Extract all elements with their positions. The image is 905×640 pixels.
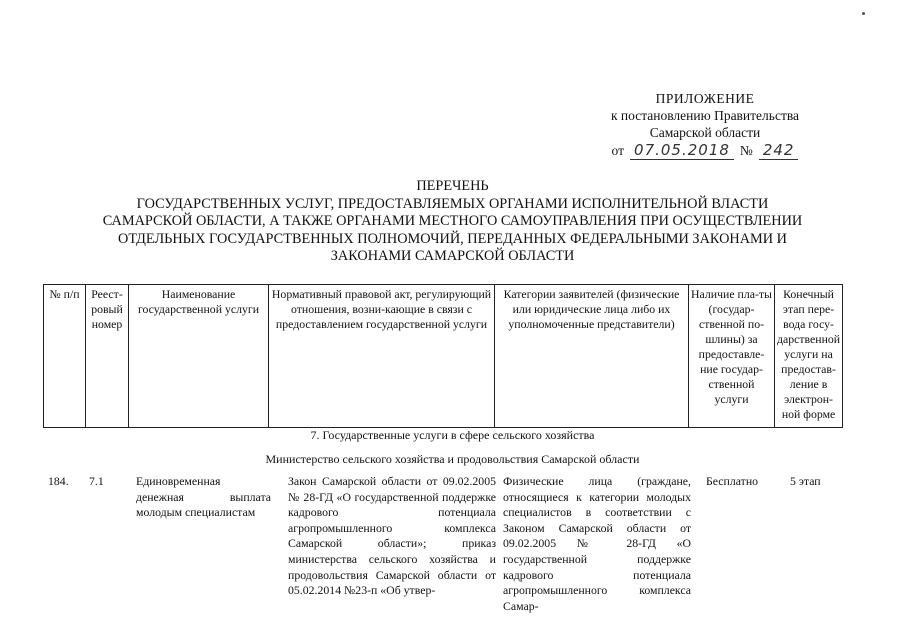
row-stage: 5 этап — [790, 474, 821, 488]
title-line-1: ПЕРЕЧЕНЬ — [416, 178, 489, 194]
appendix-line-2: к постановлению Правительства — [610, 108, 800, 123]
header-col-registry: Реест-ровый номер — [86, 285, 129, 428]
appendix-block — [590, 90, 820, 160]
header-col-fee: Наличие пла-ты (государ-ственной по-шлины) за предоставле-ние государ-ственной услуги — [689, 285, 775, 428]
header-col-number: № п/п — [44, 285, 86, 428]
header-col-service: Наименование государственной услуги — [129, 285, 269, 428]
row-legal-act: Закон Самарской области от 09.02.2005 № 28-ГД «О государственной поддержке кадрового потенциала агропромышленного комплекса Самарской области»; приказ министерства сельского хозяйства и продовольствия Самарской области от 05.02.2014 №23-п «Об утвер- — [288, 474, 496, 598]
appendix-title: ПРИЛОЖЕНИЕ — [655, 91, 755, 106]
appendix-date-line — [590, 142, 820, 160]
title-line-5: ЗАКОНАМИ САМАРСКОЙ ОБЛАСТИ — [330, 248, 575, 264]
document-title — [40, 178, 865, 266]
header-col-applicants: Категории заявителей (физические или юридические лица либо их уполномоченные представители) — [495, 285, 689, 428]
date-prefix: от — [611, 143, 625, 158]
row-fee: Бесплатно — [706, 474, 759, 488]
row-registry-number: 7.1 — [89, 474, 104, 488]
handwritten-number: 242 — [759, 142, 799, 160]
services-table-header — [43, 284, 843, 428]
handwritten-date: 07.05.2018 — [630, 142, 734, 160]
appendix-line-3: Самарской области — [649, 125, 761, 140]
scan-dot — [862, 12, 865, 15]
row-number: 184. — [48, 474, 69, 488]
title-line-3: САМАРСКОЙ ОБЛАСТИ, А ТАКЖЕ ОРГАНАМИ МЕСТНОГО САМОУПРАВЛЕНИЯ ПРИ ОСУЩЕСТВЛЕНИИ — [102, 213, 803, 229]
row-applicants: Физические лица (граждане, относящиеся к категории молодых специалистов в соответствии с Законом Самарской области от 09.02.2005 № 28-ГД «О государственной поддержке кадрового потенциала агропромышленного комплекса Самар- — [503, 474, 691, 613]
header-row — [44, 285, 843, 428]
header-col-stage: Конечный этап пере-вода госу-дарственной услуги на предостав-ление в электрон-ной форме — [775, 285, 843, 428]
row-service-name: Единовременная денежная выплата молодым специалистам — [136, 474, 271, 520]
ministry-title: Министерство сельского хозяйства и продовольствия Самарской области — [265, 452, 640, 466]
header-col-act: Нормативный правовой акт, регулирующий отношения, возни-кающие в связи с предоставлением государственной услуги — [269, 285, 495, 428]
title-line-4: ОТДЕЛЬНЫХ ГОСУДАРСТВЕННЫХ ПОЛНОМОЧИЙ, ПЕРЕДАННЫХ ФЕДЕРАЛЬНЫМИ ЗАКОНАМИ И — [118, 230, 787, 247]
title-line-2: ГОСУДАРСТВЕННЫХ УСЛУГ, ПРЕДОСТАВЛЯЕМЫХ ОРГАНАМИ ИСПОЛНИТЕЛЬНОЙ ВЛАСТИ — [136, 195, 769, 212]
section-title: 7. Государственные услуги в сфере сельского хозяйства — [310, 428, 595, 442]
number-prefix: № — [739, 143, 753, 158]
